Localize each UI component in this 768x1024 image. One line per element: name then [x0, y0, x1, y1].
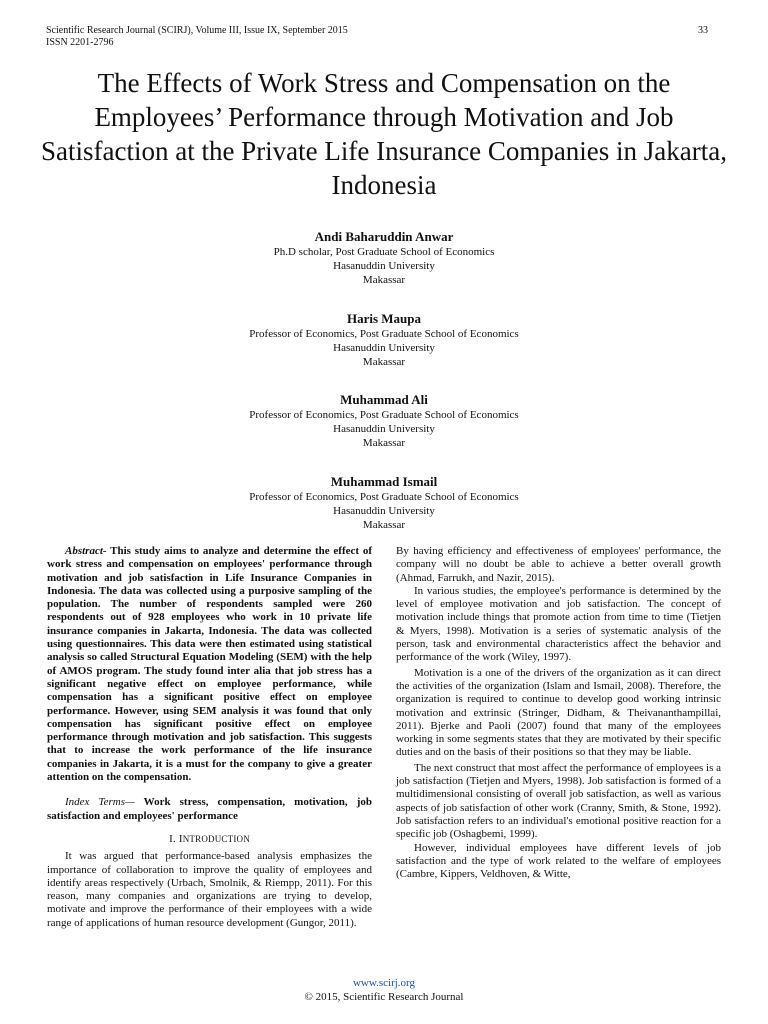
- copyright: © 2015, Scientific Research Journal: [304, 991, 464, 1003]
- body-paragraph: However, individual employees have different levels of job satisfaction and the type of work related to the welfare of employees (Cambre, Kippers, Veldhoven, & Witte,: [396, 841, 721, 881]
- running-header: [46, 25, 348, 49]
- author-city: Makassar: [362, 519, 406, 531]
- author-city: Makassar: [362, 356, 406, 368]
- index-terms: [47, 796, 372, 823]
- author-university: Hasanuddin University: [333, 342, 435, 354]
- section-first-letter: I: [178, 832, 183, 845]
- page-footer: [0, 976, 768, 1004]
- right-column: [396, 545, 721, 881]
- author-university: Hasanuddin University: [333, 260, 435, 272]
- author-affiliation: Professor of Economics, Post Graduate School of Economics: [249, 409, 519, 421]
- author-city: Makassar: [362, 437, 406, 449]
- author-city: Makassar: [362, 274, 406, 286]
- author-affiliation: Professor of Economics, Post Graduate School of Economics: [249, 328, 519, 340]
- paper-title: The Effects of Work Stress and Compensation on the Employees’ Performance through Motivation and Job Satisfaction at the Private Life Insurance Companies in Jakarta, Indonesia: [40, 68, 728, 200]
- author-university: Hasanuddin University: [333, 505, 435, 517]
- body-paragraph: It was argued that performance-based analysis emphasizes the importance of collaboration to improve the quality of employees and identify areas respectively (Urbach, Smolnik, & Riempp, 2011). For this reason, many companies and organizations are trying to develop, motivate and improve the performance of their employees with a wide range of applications of human resource development (Gungor, 2011).: [47, 850, 372, 929]
- body-paragraph: Motivation is a one of the drivers of the organization as it can direct the activities of the organization (Islam and Ismail, 2008). Therefore, the organization is required to continue to develop good working intrinsic motivation and extrinsic (Stringer, Didham, & Theivananthampillai, 2011). Bjerke and Paoli (2007) found that many of the employees working in some segments states that they are motivated by their specific duties and on the basis of their positions so that they may be liable.: [396, 666, 721, 759]
- author-university: Hasanuddin University: [333, 423, 435, 435]
- author-name: Haris Maupa: [346, 311, 422, 326]
- journal-line: Scientific Research Journal (SCIRJ), Volume III, Issue IX, September 2015: [46, 25, 348, 36]
- index-terms-label: Index Terms—: [65, 796, 135, 809]
- section-heading: [47, 833, 372, 846]
- section-numeral: I.: [169, 832, 179, 845]
- section-title-rest: NTRODUCTION: [182, 833, 250, 844]
- author-block: [0, 311, 768, 369]
- author-block: [0, 392, 768, 450]
- abstract-label: Abstract-: [65, 545, 107, 557]
- author-name: Muhammad Ali: [340, 392, 428, 407]
- author-affiliation: Ph.D scholar, Post Graduate School of Economics: [273, 246, 495, 258]
- abstract-text: This study aims to analyze and determine the effect of work stress and compensation on employees' performance through motivation and job satisfaction in Life Insurance Companies in Indonesia. The data was collected using a purposive sampling of the population. The number of respondents sampled were 260 respondents out of 928 employees who work in 10 private life insurance companies in Jakarta, Indonesia. The data was collected using questionnaires. This data were then estimated using statistical analysis so called Structural Equation Modeling (SEM) with the help of AMOS program. The study found inter alia that job stress has a significant negative effect on employee performance, while compensation has a significant positive effect on employee performance. However, using SEM analysis it was found that only compensation has significant positive effect on employee performance through motivation and job satisfaction. This suggests that to increase the work performance of the life insurance companies in Jakarta, it is a must for the company to give a greater attention on the compensation.: [47, 545, 372, 784]
- author-name: Andi Baharuddin Anwar: [314, 229, 454, 244]
- author-name: Muhammad Ismail: [330, 474, 438, 489]
- index-terms-text: Work stress, compensation, motivation, job satisfaction and employees' performance: [47, 796, 372, 822]
- body-paragraph: The next construct that most affect the performance of employees is a job satisfaction (Tietjen and Myers, 1998). Job satisfaction is formed of a multidimensional consisting of overall job satisfaction, as well as various aspects of job satisfaction of other work (Cranny, Smith, & Stone, 1992). Job satisfaction refers to an individual's emotional positive reaction for a specific job (Oshagbemi, 1999).: [396, 761, 721, 841]
- author-block: [0, 229, 768, 287]
- left-column: [47, 545, 372, 930]
- body-paragraph: By having efficiency and effectiveness of employees' performance, the company will no doubt be able to achieve a better overall growth (Ahmad, Farrukh, and Nazir, 2015).: [396, 545, 721, 584]
- abstract: [47, 545, 372, 784]
- body-paragraph: In various studies, the employee's performance is determined by the level of employee motivation and job satisfaction. The concept of motivation include things that promote action from time to time (Tietjen & Myers, 1998). Motivation is a series of systematic analysis of the person, task and environmental characteristics affect the behavior and performance of the work (Wiley, 1997).: [396, 584, 721, 664]
- page-number: 33: [698, 25, 708, 36]
- issn: ISSN 2201-2796: [46, 37, 114, 48]
- author-affiliation: Professor of Economics, Post Graduate School of Economics: [249, 491, 519, 503]
- author-block: [0, 474, 768, 532]
- journal-url[interactable]: www.scirj.org: [352, 977, 416, 989]
